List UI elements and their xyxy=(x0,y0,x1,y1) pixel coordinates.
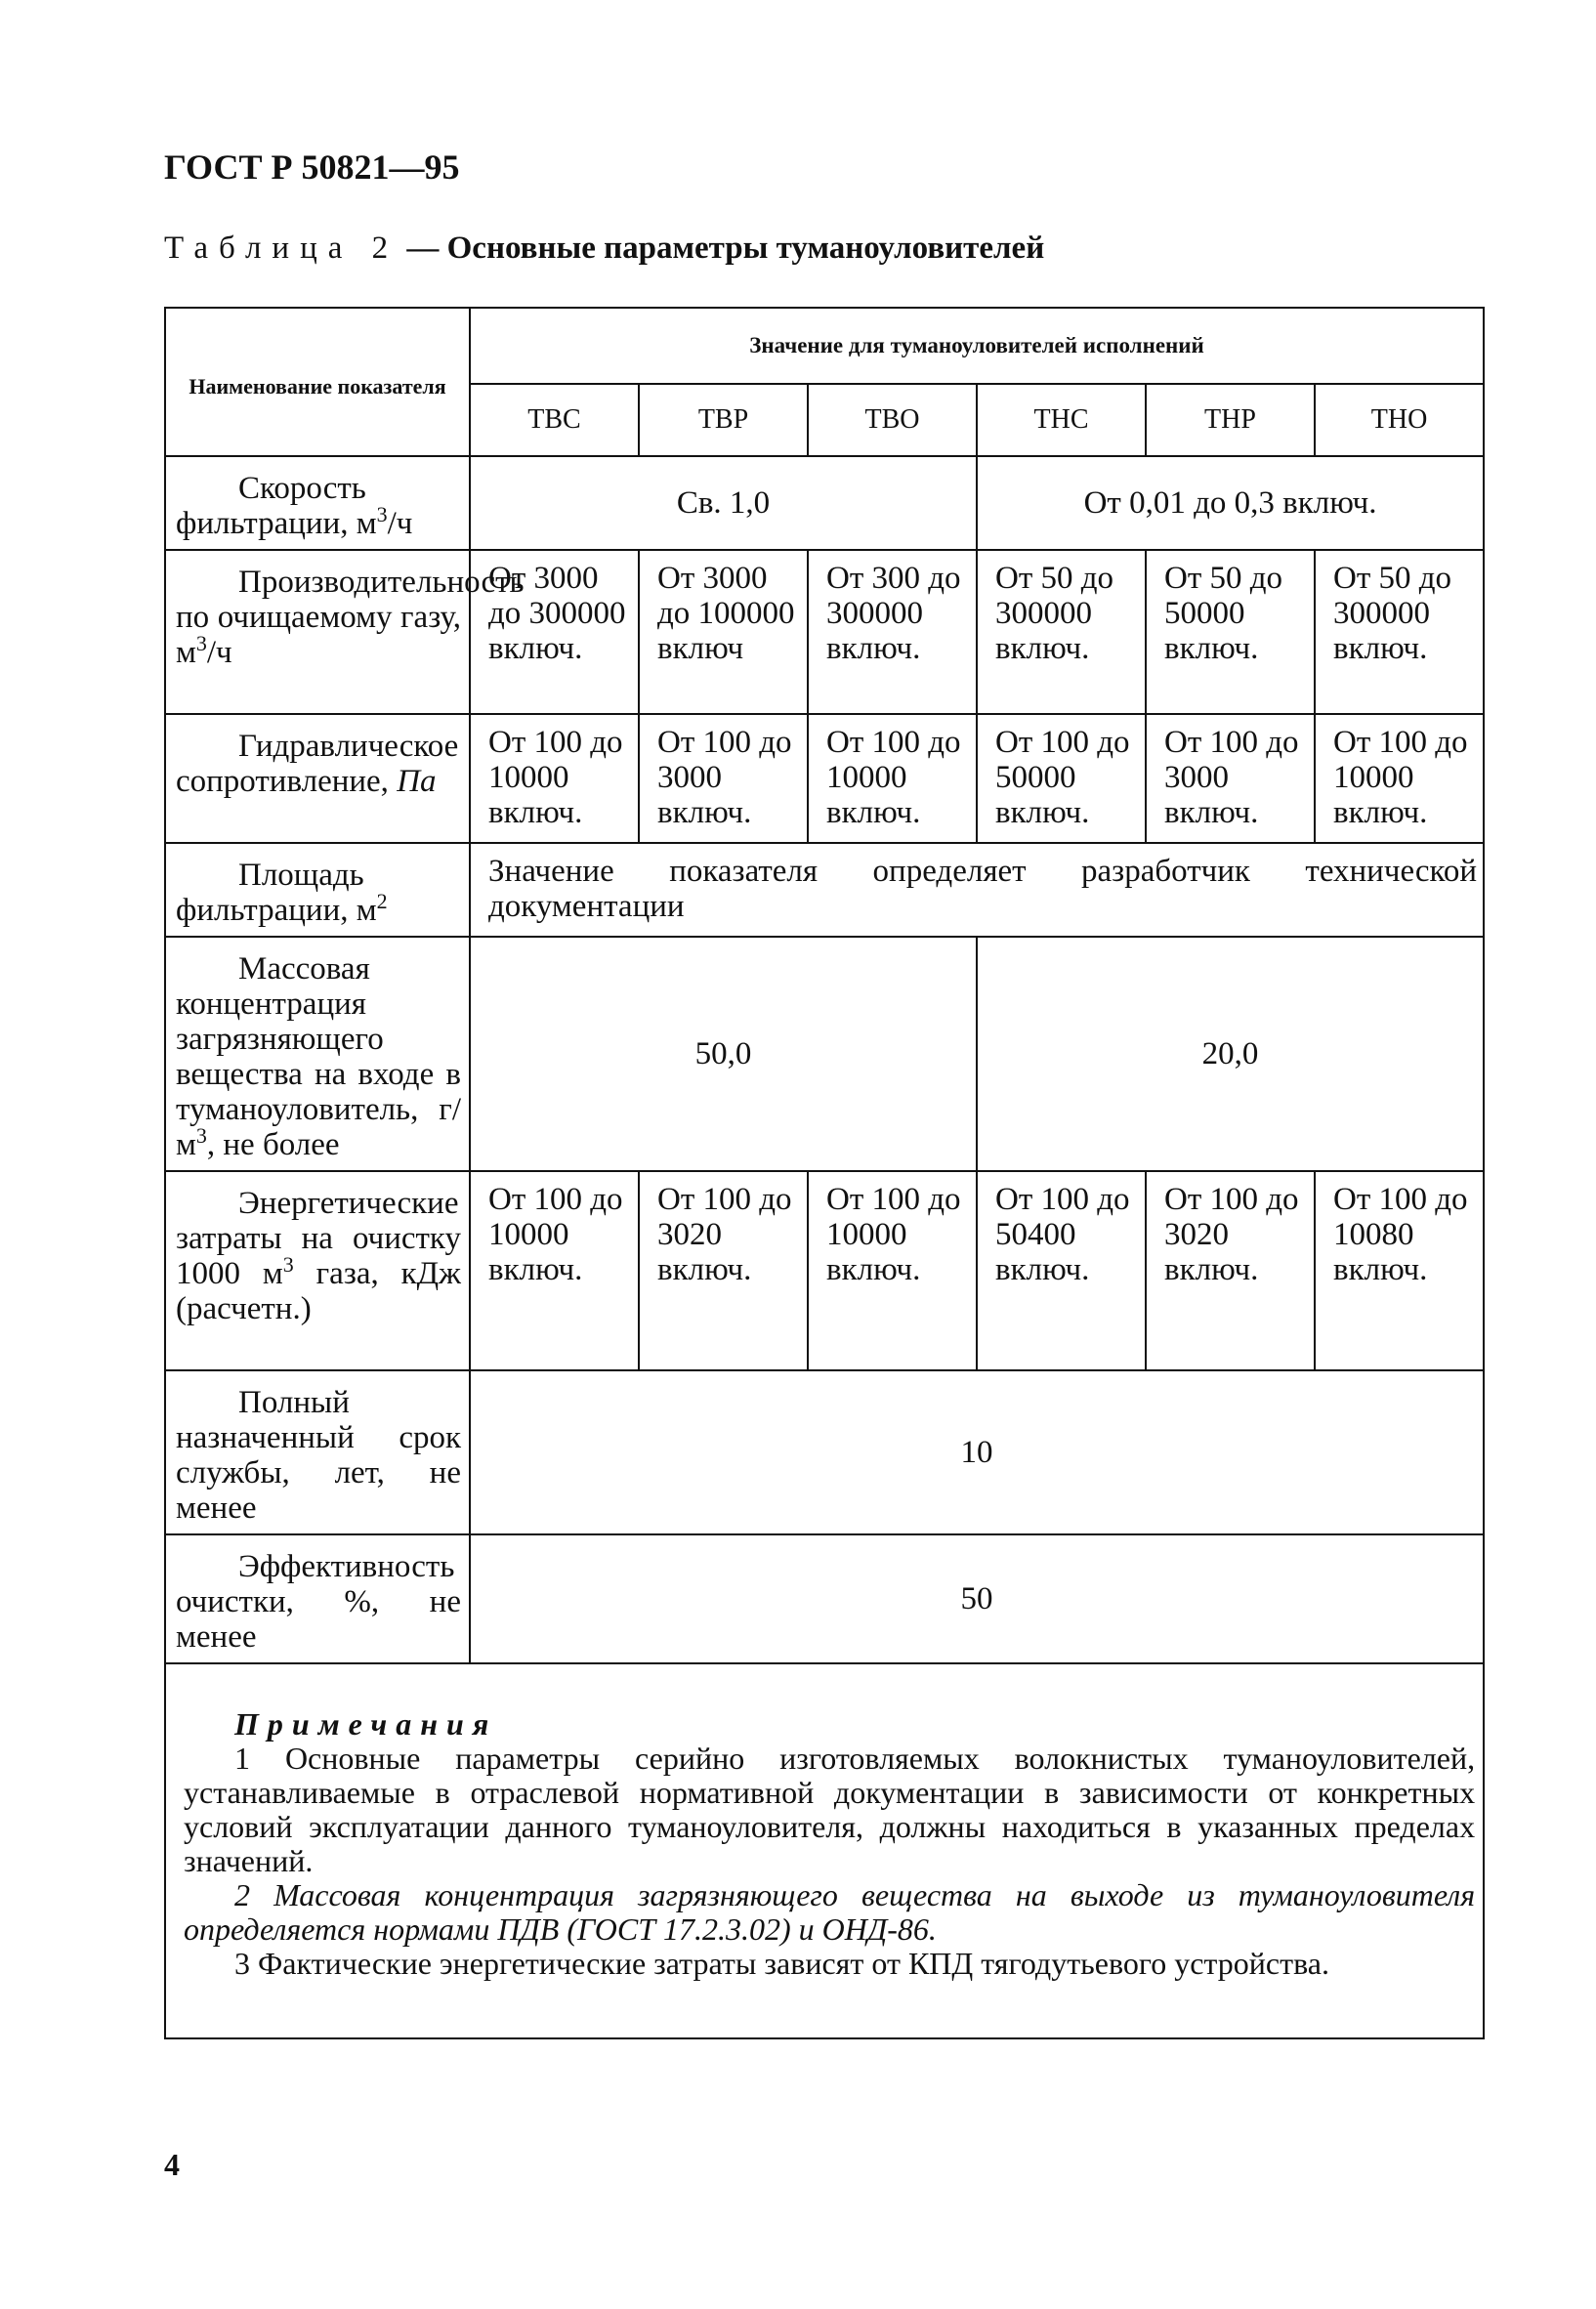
column-header: ТВР xyxy=(639,384,808,456)
note-item: 3 Фактические энергетические затраты зависят от КПД тягодутьевого устройства. xyxy=(234,1946,1329,1981)
value-cell: От 300 до 300000 включ. xyxy=(808,550,977,714)
value-cell: 10 xyxy=(470,1370,1484,1534)
parameters-table xyxy=(164,307,1485,2039)
value-cell: От 100 до 10000 включ. xyxy=(1315,714,1484,843)
column-header: ТВС xyxy=(470,384,639,456)
table-row xyxy=(165,1370,1484,1534)
value-cell: От 50 до 50000 включ. xyxy=(1146,550,1315,714)
value-cell: Значение показателя определяет разработчик технической документации xyxy=(470,843,1484,937)
value-cell: Св. 1,0 xyxy=(470,456,977,550)
value-cell: 20,0 xyxy=(977,937,1484,1171)
row-label-service-life: Полный назначенный срок службы, лет, не менее xyxy=(165,1370,470,1534)
value-cell: 50 xyxy=(470,1534,1484,1663)
value-cell: От 100 до 10000 включ. xyxy=(470,1171,639,1370)
table-row xyxy=(165,1171,1484,1370)
table-caption xyxy=(164,231,1044,267)
value-cell: От 3000 до 100000 включ xyxy=(639,550,808,714)
value-cell: От 100 до 3020 включ. xyxy=(639,1171,808,1370)
value-cell: 50,0 xyxy=(470,937,977,1171)
document-header: ГОСТ Р 50821—95 xyxy=(164,147,460,187)
value-cell: От 100 до 10000 включ. xyxy=(470,714,639,843)
row-label-concentration: Массовая концентрация загрязняющего вещества на входе в туманоуловитель, $г/м^3$, не более xyxy=(165,937,470,1171)
value-cell: От 3000 до 300000 включ. xyxy=(470,550,639,714)
column-header: ТНР xyxy=(1146,384,1315,456)
row-label-energy: Энергетические затраты на очистку 1000 $м^3$ газа, кДж (расчетн.) xyxy=(165,1171,470,1370)
column-header: ТНО xyxy=(1315,384,1484,456)
header-parameter-name: Наименование показателя xyxy=(165,308,470,456)
table-caption-label: Таблица 2 xyxy=(164,231,399,266)
value-cell: От 50 до 300000 включ. xyxy=(1315,550,1484,714)
table-row xyxy=(165,1534,1484,1663)
column-header: ТВО xyxy=(808,384,977,456)
table-row xyxy=(165,843,1484,937)
table-row xyxy=(165,456,1484,550)
value-cell: От 100 до 50400 включ. xyxy=(977,1171,1146,1370)
value-cell: От 0,01 до 0,3 включ. xyxy=(977,456,1484,550)
value-cell: От 50 до 300000 включ. xyxy=(977,550,1146,714)
table-row xyxy=(165,714,1484,843)
header-values-group: Значение для туманоуловителей исполнений xyxy=(470,308,1484,384)
note-item: 1 Основные параметры серийно изготовляемых волокнистых туманоуловителей, устанавливаемые в отраслевой нормативной документации в зависимости от конкретных условий эксплуатации данного туманоуловителя, должны находиться в указанных пределах значений. xyxy=(184,1741,1476,1878)
row-label-area: Площадь фильтрации, $м^2$ xyxy=(165,843,470,937)
table-row xyxy=(165,937,1484,1171)
table-row xyxy=(165,550,1484,714)
value-cell: От 100 до 3000 включ. xyxy=(639,714,808,843)
value-cell: От 100 до 10000 включ. xyxy=(808,714,977,843)
row-label-speed: Скорость фильтрации, $м^3/ч$ xyxy=(165,456,470,550)
notes-title: Примечания xyxy=(234,1706,498,1742)
value-cell: От 100 до 10080 включ. xyxy=(1315,1171,1484,1370)
row-label-efficiency: Эффективность очистки, %, не менее xyxy=(165,1534,470,1663)
column-header: ТНС xyxy=(977,384,1146,456)
page-number: 4 xyxy=(164,2147,180,2182)
table-caption-title: — Основные параметры туманоуловителей xyxy=(406,231,1045,266)
notes-block xyxy=(165,1663,1484,2038)
value-cell: От 100 до 3020 включ. xyxy=(1146,1171,1315,1370)
row-label-capacity: Производительность по очищаемому газу, $м^3/ч$ xyxy=(165,550,470,714)
value-cell: От 100 до 10000 включ. xyxy=(808,1171,977,1370)
notes-row xyxy=(165,1663,1484,2038)
row-label-resistance: Гидравлическое сопротивление, Па xyxy=(165,714,470,843)
value-cell: От 100 до 50000 включ. xyxy=(977,714,1146,843)
note-item: 2 Массовая концентрация загрязняющего вещества на выходе из туманоуловителя определяется нормами ПДВ (ГОСТ 17.2.3.02) и ОНД-86. xyxy=(184,1877,1476,1947)
value-cell: От 100 до 3000 включ. xyxy=(1146,714,1315,843)
